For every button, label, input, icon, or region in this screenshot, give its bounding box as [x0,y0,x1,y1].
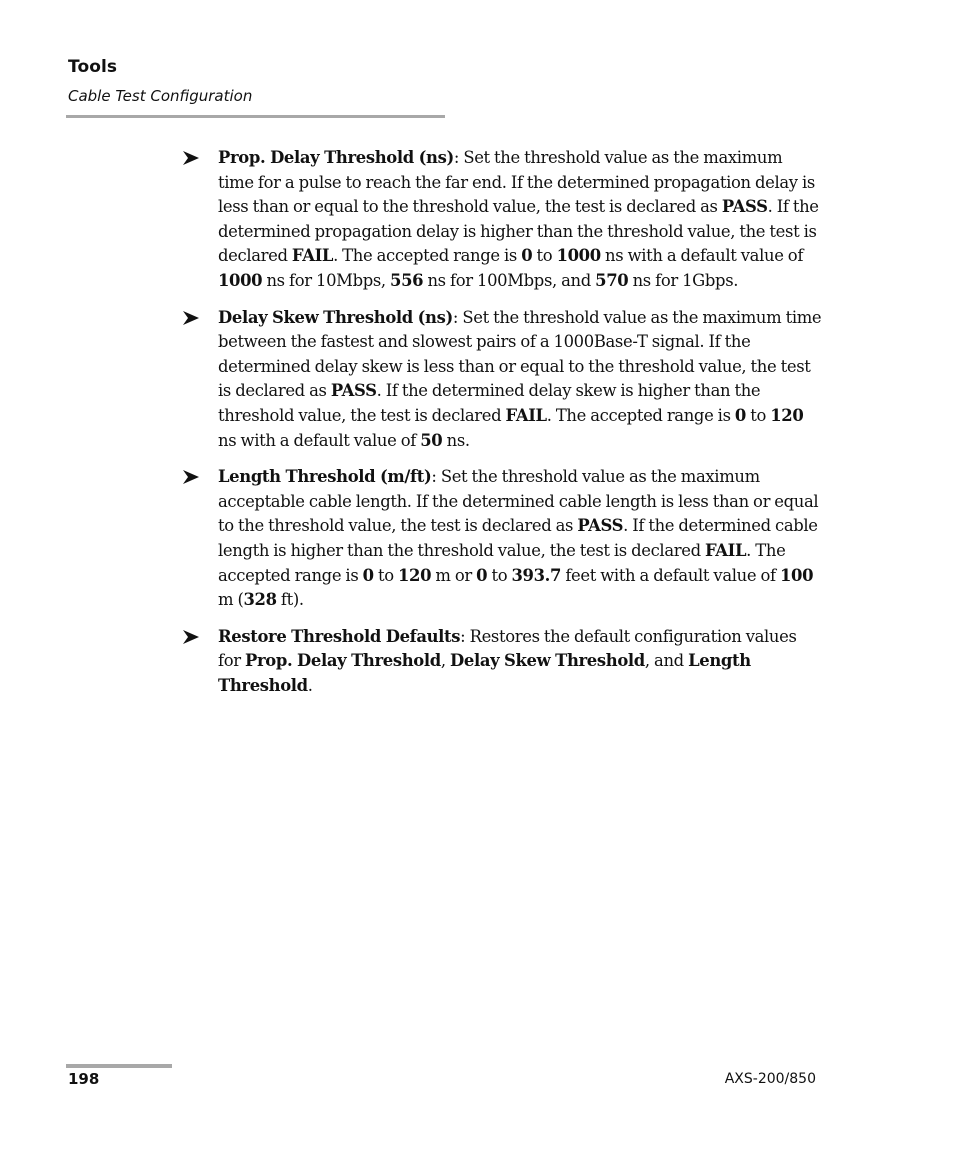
bold-text: 1000 [556,246,601,266]
bullet-list [182,146,822,710]
bold-text: Prop. Delay Threshold [244,651,441,671]
body-text: ns with a default value of [218,430,421,450]
product-name: AXS-200/850 [724,1071,816,1087]
list-item-text [218,308,821,450]
body-text: . The accepted range is [333,246,522,266]
body-text: , [440,651,450,671]
footer-divider [66,1064,172,1068]
bold-text: 100 [779,565,814,585]
list-item [182,465,822,613]
body-text: . If the determined propagation delay is higher than the threshold value, the test is declared [218,197,819,266]
body-text: to [532,246,557,266]
list-item [182,146,822,294]
body-text: . If the determined cable length is higher than the threshold value, the test is declared [218,516,818,560]
bold-text: Delay Skew Threshold [450,651,645,671]
body-text: ft). [276,590,304,610]
body-text: : Set the threshold value as the maximum time between the fastest and slowest pairs of a 1000Base-T signal. If the determined delay skew is less than or equal to the threshold value, the test is declared as [218,307,822,401]
body-text: ns for 100Mbps, and [423,270,596,290]
body-text: feet with a default value of [561,565,780,585]
section-subtitle: Cable Test Configuration [68,87,253,105]
body-text: m or [431,565,477,585]
list-item-term: Prop. Delay Threshold (ns) [218,148,454,167]
body-text: ns for 10Mbps, [262,270,391,290]
body-text: ns for 1Gbps. [628,270,739,290]
bold-text: 120 [398,565,432,585]
header-divider [66,115,445,118]
body-text: ns. [442,430,470,450]
arrowhead-bullet-icon [182,150,200,166]
body-text: to [373,565,398,585]
bold-text: 50 [420,430,443,450]
body-text: m ( [218,590,244,610]
list-item-term: Restore Threshold Defaults [218,626,461,646]
list-item [182,625,822,699]
list-item-text [218,148,819,290]
list-item-term: Length Threshold (m/ft) [218,467,432,487]
bold-text: 556 [390,270,424,290]
arrowhead-bullet-icon [182,310,200,326]
bold-text: 120 [770,405,804,425]
bold-text: 328 [243,590,277,610]
list-item-text [218,467,818,609]
body-text: . If the determined delay skew is higher than the threshold value, the test is declared [218,381,761,425]
list-item [182,306,822,454]
body-text: . [307,675,313,695]
list-item-text [218,627,797,695]
list-item-term: Delay Skew Threshold (ns) [218,307,453,327]
bold-text: 0 [521,246,533,266]
bold-text: Length Threshold [218,651,751,695]
bold-text: FAIL [505,405,547,425]
body-text: ns with a default value of [600,246,804,266]
bold-text: 393.7 [511,565,562,585]
page-number: 198 [68,1070,100,1088]
body-text: : Set the threshold value as the maximum acceptable cable length. If the determined cable length is less than or equal to the threshold value, the test is declared as [218,467,819,536]
bold-text: FAIL [704,540,747,560]
body-text: : Set the threshold value as the maximum time for a pulse to reach the far end. If the determined propagation delay is less than or equal to the threshold value, the test is declared as [218,148,815,217]
bold-text: PASS [330,381,377,401]
body-text: : Restores the default configuration values for [218,626,797,671]
arrowhead-bullet-icon [182,469,200,485]
bold-text: 0 [734,405,746,425]
bold-text: 1000 [218,270,263,290]
bold-text: PASS [577,516,624,536]
bold-text: 0 [362,565,374,585]
body-text: to [487,565,512,585]
body-text: . The accepted range is [546,405,735,425]
bold-text: PASS [721,197,768,217]
bold-text: FAIL [291,246,334,266]
bold-text: 0 [476,565,488,585]
body-text: to [745,405,771,425]
bold-text: 570 [595,270,629,290]
body-text: , and [644,651,689,671]
body-text: . The accepted range is [218,540,786,585]
section-title: Tools [68,57,118,77]
arrowhead-bullet-icon [182,629,200,645]
